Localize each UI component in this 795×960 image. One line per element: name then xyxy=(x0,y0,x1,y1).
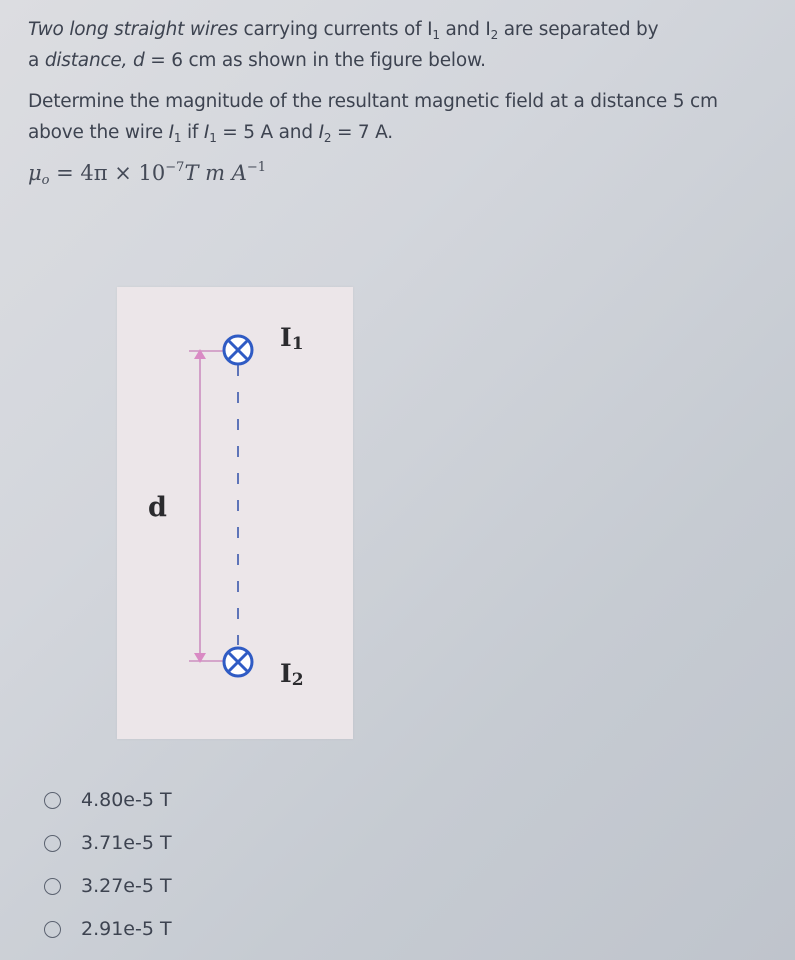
radio-button[interactable] xyxy=(44,878,61,895)
label-distance: d xyxy=(148,492,167,523)
question-line-1 xyxy=(28,18,658,42)
question-text: Two long straight xyxy=(28,19,190,40)
wire-i1-into-page-icon xyxy=(224,336,252,364)
question-text: are separated by xyxy=(498,19,659,40)
label-i2-text: I xyxy=(280,659,292,688)
constant-exponent: −7 xyxy=(165,160,185,175)
radio-button[interactable] xyxy=(44,921,61,938)
label-i1 xyxy=(280,323,304,352)
option-4[interactable] xyxy=(44,915,244,943)
question-text: = 6 cm as shown in the figure below. xyxy=(144,50,486,71)
question-text: I xyxy=(318,122,324,143)
question-text: carrying currents of I xyxy=(237,19,433,40)
question-text: distance, d xyxy=(44,50,145,71)
question-text: = 7 A. xyxy=(331,122,393,143)
option-label: 3.71e-5 T xyxy=(81,832,172,854)
question-text: and I xyxy=(439,19,491,40)
label-i1-sub: 1 xyxy=(291,334,304,354)
option-1[interactable] xyxy=(44,786,244,814)
option-2[interactable] xyxy=(44,829,244,857)
question-text: a xyxy=(28,50,45,71)
constant-units: T m A xyxy=(184,161,247,185)
question-text: Determine the magnitude of the resultant magnetic field at a distance 5 cm xyxy=(28,91,718,112)
mu-subscript: o xyxy=(41,173,50,188)
label-i2 xyxy=(280,659,304,688)
question-line-4 xyxy=(28,121,393,145)
question-text: I xyxy=(168,122,174,143)
question-line-3 xyxy=(28,90,718,114)
option-label: 3.27e-5 T xyxy=(81,875,172,897)
units-exponent: −1 xyxy=(246,160,267,175)
wire-i2-into-page-icon xyxy=(224,648,252,676)
permeability-constant xyxy=(28,160,267,188)
question-text: if xyxy=(181,122,204,143)
subscript: 1 xyxy=(432,28,440,42)
subscript: 1 xyxy=(173,131,182,145)
question-line-2 xyxy=(28,49,486,73)
option-label: 2.91e-5 T xyxy=(81,918,172,940)
label-i1-text: I xyxy=(280,323,292,352)
label-i2-sub: 2 xyxy=(291,670,304,690)
subscript: 1 xyxy=(209,131,217,145)
question-text: wires xyxy=(189,19,238,40)
mu-symbol: μ xyxy=(28,161,42,185)
wires-figure xyxy=(117,287,353,739)
subscript: 2 xyxy=(323,131,332,145)
question-text: above the wire xyxy=(28,122,169,143)
question-text: = 5 A and xyxy=(216,122,319,143)
subscript: 2 xyxy=(490,28,499,42)
radio-button[interactable] xyxy=(44,792,61,809)
question-text: I xyxy=(203,122,210,143)
radio-button[interactable] xyxy=(44,835,61,852)
option-3[interactable] xyxy=(44,872,244,900)
option-label: 4.80e-5 T xyxy=(81,789,172,811)
constant-value: = 4π × 10 xyxy=(49,161,166,185)
